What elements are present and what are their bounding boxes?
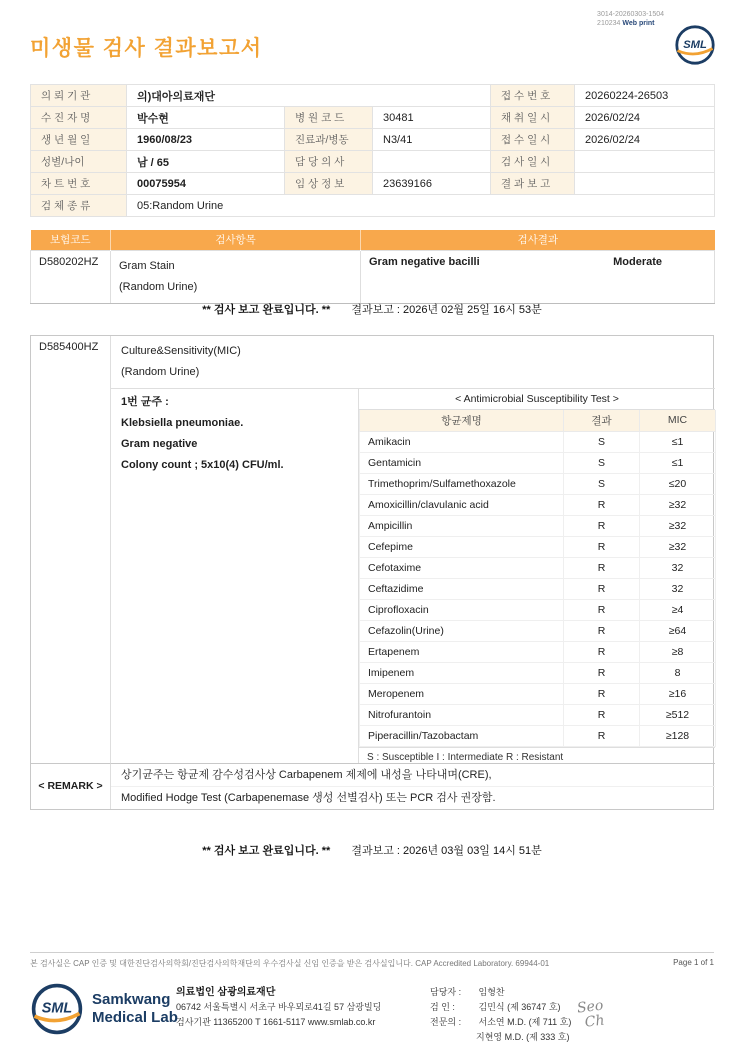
col-test-result: 검사결과 bbox=[361, 230, 715, 250]
completion-report-datetime: 결과보고 : 2026년 03월 03일 14시 51분 bbox=[351, 845, 542, 857]
staff-value: 서소연 M.D. (제 711 호) bbox=[478, 1017, 572, 1027]
antibiotic-mic: ≥128 bbox=[640, 725, 716, 746]
culture-sensitivity-section bbox=[30, 335, 714, 810]
culture-insurance-code: D585400HZ bbox=[31, 336, 111, 763]
antibiotic-name: Ceftazidime bbox=[360, 578, 564, 599]
patient-info-table bbox=[30, 84, 715, 217]
remark-text bbox=[111, 763, 715, 809]
value-requesting-org: 의)대아의료재단 bbox=[127, 85, 491, 107]
culture-title-line2: (Random Urine) bbox=[121, 366, 200, 378]
isolate-organism: Klebsiella pneumoniae. bbox=[121, 417, 244, 429]
antibiotic-result: R bbox=[564, 620, 640, 641]
staff-value: 지현영 M.D. (제 333 호) bbox=[476, 1032, 570, 1042]
value-doctor bbox=[373, 151, 491, 173]
culture-test-title bbox=[111, 336, 715, 388]
print-code: 3014-20260303-1504 bbox=[597, 11, 664, 18]
antibiotic-result: R bbox=[564, 704, 640, 725]
ast-header-row bbox=[360, 410, 716, 431]
antibiotic-mic: 32 bbox=[640, 557, 716, 578]
ast-panel bbox=[359, 388, 715, 763]
value-birth-date: 1960/08/23 bbox=[127, 129, 285, 151]
ast-row bbox=[360, 662, 716, 683]
ast-row bbox=[360, 431, 716, 452]
ast-row bbox=[360, 473, 716, 494]
print-info bbox=[597, 10, 664, 28]
ast-title: < Antimicrobial Susceptibility Test > bbox=[359, 389, 715, 410]
ast-row bbox=[360, 557, 716, 578]
footer-org-block bbox=[176, 985, 381, 1030]
doctor-signature bbox=[576, 999, 606, 1032]
footer-staff-block bbox=[430, 985, 571, 1045]
completion-report-datetime: 결과보고 : 2026년 02월 25일 16시 53분 bbox=[351, 304, 542, 316]
antibiotic-mic: ≥8 bbox=[640, 641, 716, 662]
gram-stain-table bbox=[30, 230, 715, 304]
signature-line2: Ch bbox=[583, 1012, 606, 1031]
ast-row bbox=[360, 452, 716, 473]
patient-row bbox=[31, 195, 715, 217]
staff-value: 김민식 (제 36747 호) bbox=[478, 1002, 561, 1012]
col-test-item: 검사항목 bbox=[111, 230, 361, 250]
label-hospital-code: 병 원 코 드 bbox=[285, 107, 373, 129]
label-receipt-no: 접 수 번 호 bbox=[491, 85, 575, 107]
print-number: 210234 bbox=[597, 20, 621, 27]
value-receipt-datetime: 2026/02/24 bbox=[575, 129, 715, 151]
antibiotic-result: R bbox=[564, 578, 640, 599]
ast-row bbox=[360, 599, 716, 620]
antibiotic-mic: ≥512 bbox=[640, 704, 716, 725]
label-birth-date: 생 년 월 일 bbox=[31, 129, 127, 151]
antibiotic-name: Cefazolin(Urine) bbox=[360, 620, 564, 641]
antibiotic-mic: ≥4 bbox=[640, 599, 716, 620]
antibiotic-name: Meropenem bbox=[360, 683, 564, 704]
ast-row bbox=[360, 683, 716, 704]
col-result: 결과 bbox=[564, 410, 640, 431]
ast-row bbox=[360, 515, 716, 536]
gram-result-text: Gram negative bacilli bbox=[369, 255, 480, 268]
antibiotic-result: S bbox=[564, 473, 640, 494]
sml-roundel-icon bbox=[30, 982, 84, 1036]
value-receipt-no: 20260224-26503 bbox=[575, 85, 715, 107]
accreditation-note: 본 검사실은 CAP 인증 및 대한진단검사의학회/진단검사의학재단의 우수검사실 신임 인증을 받은 검사실입니다. CAP Accredited Laboratory. 69944-01 bbox=[30, 959, 550, 968]
completion-text: ** 검사 보고 완료입니다. ** bbox=[202, 845, 331, 857]
col-antibiotic-name: 항균제명 bbox=[360, 410, 564, 431]
staff-label: 전문의 : bbox=[430, 1017, 462, 1027]
value-department-ward: N3/41 bbox=[373, 129, 491, 151]
antibiotic-result: R bbox=[564, 662, 640, 683]
svg-text:SML: SML bbox=[683, 38, 707, 51]
col-insurance-code: 보험코드 bbox=[31, 230, 111, 250]
antibiotic-name: Ciprofloxacin bbox=[360, 599, 564, 620]
isolate-gram: Gram negative bbox=[121, 438, 198, 450]
antibiotic-result: R bbox=[564, 494, 640, 515]
antibiotic-name: Gentamicin bbox=[360, 452, 564, 473]
antibiotic-result: S bbox=[564, 452, 640, 473]
antibiotic-name: Ertapenem bbox=[360, 641, 564, 662]
culture-title-line1: Culture&Sensitivity(MIC) bbox=[121, 345, 241, 357]
patient-row bbox=[31, 129, 715, 151]
ast-row bbox=[360, 704, 716, 725]
value-result-report bbox=[575, 173, 715, 195]
antibiotic-result: R bbox=[564, 725, 640, 746]
label-specimen-type: 검 체 종 류 bbox=[31, 195, 127, 217]
footer-divider bbox=[30, 952, 714, 953]
ast-body bbox=[360, 431, 716, 746]
antibiotic-mic: ≥32 bbox=[640, 515, 716, 536]
antibiotic-mic: ≥32 bbox=[640, 536, 716, 557]
antibiotic-name: Cefotaxime bbox=[360, 557, 564, 578]
footer-logo-block bbox=[30, 982, 178, 1036]
staff-value: 임형찬 bbox=[478, 987, 505, 997]
label-doctor: 담 당 의 사 bbox=[285, 151, 373, 173]
staff-row bbox=[430, 1015, 571, 1030]
antibiotic-name: Imipenem bbox=[360, 662, 564, 683]
label-clinical-info: 임 상 정 보 bbox=[285, 173, 373, 195]
org-name: 의료법인 삼광의료재단 bbox=[176, 987, 276, 998]
patient-row bbox=[31, 85, 715, 107]
staff-row bbox=[430, 985, 571, 1000]
label-sex-age: 성별/나이 bbox=[31, 151, 127, 173]
gram-result-grade: Moderate bbox=[613, 255, 662, 268]
completion-text: ** 검사 보고 완료입니다. ** bbox=[202, 304, 331, 316]
label-chart-no: 차 트 번 호 bbox=[31, 173, 127, 195]
value-collection-datetime: 2026/02/24 bbox=[575, 107, 715, 129]
org-address: 06742 서울특별시 서초구 바우뫼로41길 57 삼광빌딩 bbox=[176, 1002, 382, 1012]
staff-label: 검 인 : bbox=[430, 1002, 455, 1012]
antibiotic-result: R bbox=[564, 557, 640, 578]
staff-row bbox=[430, 1000, 571, 1015]
gram-completion-line bbox=[0, 301, 744, 317]
col-mic: MIC bbox=[640, 410, 716, 431]
isolate-line: 1번 균주 : bbox=[121, 396, 169, 408]
antibiotic-name: Cefepime bbox=[360, 536, 564, 557]
label-collection-datetime: 채 취 일 시 bbox=[491, 107, 575, 129]
antibiotic-result: R bbox=[564, 683, 640, 704]
lab-name bbox=[92, 991, 178, 1027]
label-requesting-org: 의 뢰 기 관 bbox=[31, 85, 127, 107]
staff-row bbox=[430, 1030, 571, 1045]
ast-row bbox=[360, 620, 716, 641]
value-sex-age: 남 / 65 bbox=[127, 151, 285, 173]
gram-test-result bbox=[361, 250, 715, 303]
antibiotic-name: Piperacillin/Tazobactam bbox=[360, 725, 564, 746]
label-result-report: 결 과 보 고 bbox=[491, 173, 575, 195]
lab-name-line2: Medical Lab bbox=[92, 1009, 178, 1026]
gram-result-row bbox=[31, 250, 715, 303]
antibiotic-mic: ≤1 bbox=[640, 431, 716, 452]
remark-line: 상기균주는 항균제 감수성검사상 Carbapenem 제제에 내성을 나타내며(CRE), bbox=[111, 764, 715, 787]
ast-row bbox=[360, 578, 716, 599]
antibiotic-result: R bbox=[564, 515, 640, 536]
lab-name-line1: Samkwang bbox=[92, 991, 171, 1008]
label-test-datetime: 검 사 일 시 bbox=[491, 151, 575, 173]
patient-row bbox=[31, 151, 715, 173]
isolate-colony-count: Colony count ; 5x10(4) CFU/ml. bbox=[121, 459, 284, 471]
svg-text:SML: SML bbox=[41, 1000, 73, 1017]
patient-row bbox=[31, 173, 715, 195]
gram-item-line1: Gram Stain bbox=[119, 259, 175, 272]
antibiotic-name: Trimethoprim/Sulfamethoxazole bbox=[360, 473, 564, 494]
antibiotic-name: Nitrofurantoin bbox=[360, 704, 564, 725]
report-title: 미생물 검사 결과보고서 bbox=[30, 37, 263, 60]
value-patient-name: 박수현 bbox=[127, 107, 285, 129]
antibiotic-result: R bbox=[564, 599, 640, 620]
value-clinical-info: 23639166 bbox=[373, 173, 491, 195]
gram-header-row bbox=[31, 230, 715, 250]
gram-item-line2: (Random Urine) bbox=[119, 280, 198, 293]
ast-row bbox=[360, 641, 716, 662]
staff-label: 담당자 : bbox=[430, 987, 462, 997]
sml-logo-top bbox=[674, 24, 716, 66]
antibiotic-name: Ampicillin bbox=[360, 515, 564, 536]
gram-test-item bbox=[111, 250, 361, 303]
remark-line: Modified Hodge Test (Carbapenemase 생성 선별검사) 또는 PCR 검사 권장함. bbox=[121, 791, 496, 804]
antibiotic-mic: ≥64 bbox=[640, 620, 716, 641]
ast-table bbox=[359, 410, 716, 747]
antibiotic-mic: ≤1 bbox=[640, 452, 716, 473]
antibiotic-result: R bbox=[564, 536, 640, 557]
antibiotic-mic: 8 bbox=[640, 662, 716, 683]
antibiotic-mic: ≤20 bbox=[640, 473, 716, 494]
antibiotic-name: Amikacin bbox=[360, 431, 564, 452]
antibiotic-result: S bbox=[564, 431, 640, 452]
value-test-datetime bbox=[575, 151, 715, 173]
web-print-label: Web print bbox=[622, 20, 655, 27]
isolate-info bbox=[111, 388, 359, 763]
label-receipt-datetime: 접 수 일 시 bbox=[491, 129, 575, 151]
label-department-ward: 진료과/병동 bbox=[285, 129, 373, 151]
ast-row bbox=[360, 536, 716, 557]
patient-row bbox=[31, 107, 715, 129]
gram-insurance-code: D580202HZ bbox=[31, 250, 111, 303]
antibiotic-mic: ≥16 bbox=[640, 683, 716, 704]
culture-completion-line bbox=[0, 842, 744, 858]
sml-roundel-icon bbox=[674, 24, 716, 66]
ast-row bbox=[360, 725, 716, 746]
remark-label: < REMARK > bbox=[31, 763, 111, 809]
org-contact: 검사기관 11365200 T 1661-5117 www.smlab.co.kr bbox=[176, 1017, 376, 1027]
value-hospital-code: 30481 bbox=[373, 107, 491, 129]
antibiotic-result: R bbox=[564, 641, 640, 662]
signature-line1: Seo bbox=[576, 997, 605, 1017]
antibiotic-name: Amoxicillin/clavulanic acid bbox=[360, 494, 564, 515]
ast-row bbox=[360, 494, 716, 515]
value-chart-no: 00075954 bbox=[127, 173, 285, 195]
antibiotic-mic: ≥32 bbox=[640, 494, 716, 515]
label-patient-name: 수 진 자 명 bbox=[31, 107, 127, 129]
page-number: Page 1 of 1 bbox=[673, 958, 714, 967]
antibiotic-mic: 32 bbox=[640, 578, 716, 599]
ast-legend: S : Susceptible I : Intermediate R : Resistant bbox=[359, 747, 715, 763]
value-specimen-type: 05:Random Urine bbox=[127, 195, 715, 217]
